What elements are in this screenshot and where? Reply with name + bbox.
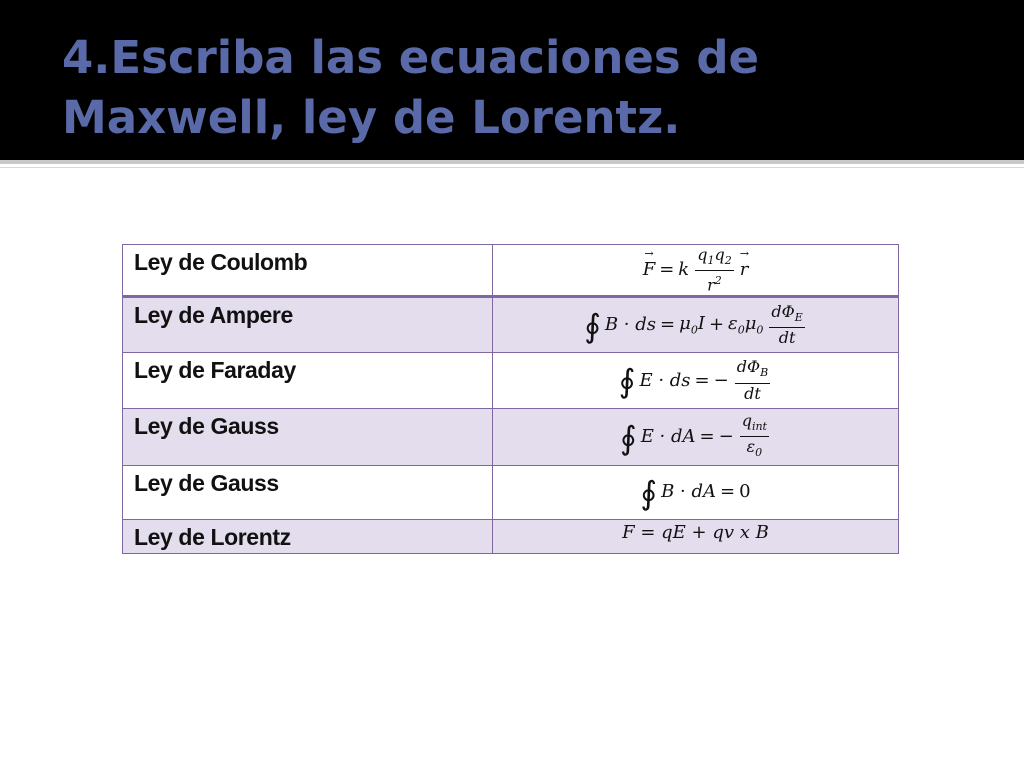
row-label: Ley de Coulomb	[123, 245, 493, 297]
equation-gauss-magnetic: ∮ B · dA = 0	[493, 465, 899, 519]
slide-title	[62, 28, 1002, 148]
equation-lorentz	[493, 519, 899, 553]
row-label: Ley de Gauss	[123, 465, 493, 519]
table-row	[123, 408, 899, 465]
title-divider-thin	[0, 167, 1024, 168]
table-row	[123, 519, 899, 553]
equation-gauss-electric: ∮ E · dA = − $\frac{q_{int}}{\varepsilon_0}$	[493, 408, 899, 465]
equation-ampere: ∮ B · ds = $\mu_0I$ + $\varepsilon_0\mu_0$ $\frac{d\Phi_E}{dt}$	[493, 296, 899, 352]
table-row	[123, 352, 899, 408]
equation-coulomb: → F = k $\frac{q_1q_2}{r^2}$ → r	[493, 245, 899, 297]
title-divider	[0, 160, 1024, 164]
slide-title-line-1: 4.Escriba las ecuaciones de	[62, 31, 760, 84]
title-band	[0, 0, 1024, 160]
row-label: Ley de Lorentz	[123, 519, 493, 553]
equations-table	[122, 244, 899, 554]
table-row	[123, 296, 899, 352]
row-label: Ley de Ampere	[123, 296, 493, 352]
row-label: Ley de Faraday	[123, 352, 493, 408]
equation-lorentz-text: F = qE + qv x B	[622, 521, 769, 543]
table-row	[123, 245, 899, 297]
slide-title-line-2: Maxwell, ley de Lorentz.	[62, 91, 681, 144]
table-row	[123, 465, 899, 519]
row-label: Ley de Gauss	[123, 408, 493, 465]
equation-faraday: ∮ E · ds = − $\frac{d\Phi_B}{dt}$	[493, 352, 899, 408]
